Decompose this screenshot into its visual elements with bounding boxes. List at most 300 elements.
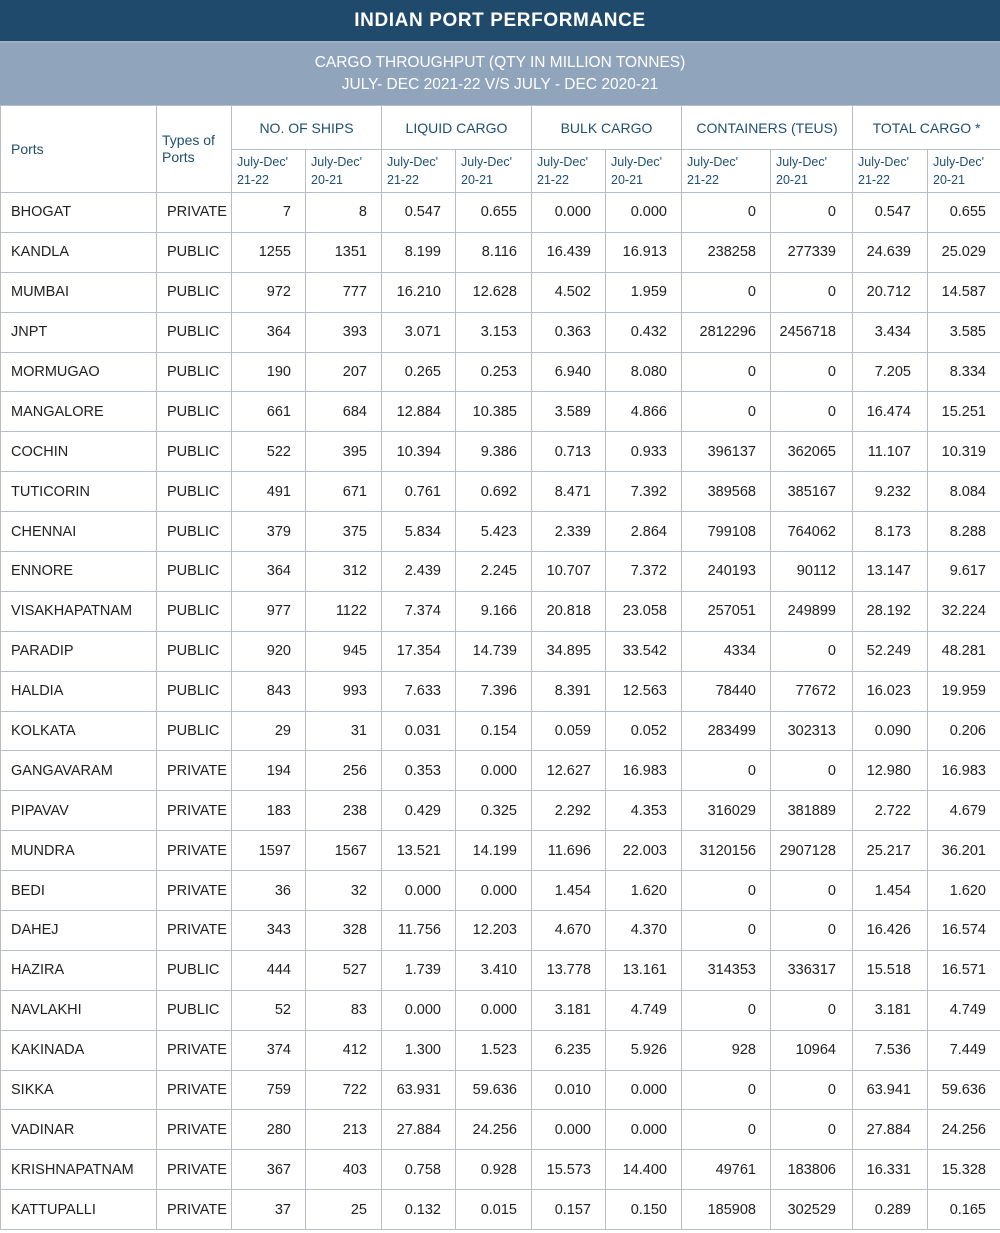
total-current-cell: 0.090 [853,711,928,751]
bulk-current-cell: 12.627 [532,751,606,791]
containers-current-cell: 49761 [682,1150,771,1190]
total-current-cell: 20.712 [853,272,928,312]
total-previous-cell: 36.201 [928,831,1000,871]
report-title: INDIAN PORT PERFORMANCE [0,0,1000,43]
containers-current-cell: 389568 [682,472,771,512]
ships-previous-cell: 684 [306,392,382,432]
bulk-current-cell: 2.339 [532,512,606,552]
liquid-previous-cell: 0.325 [456,791,532,831]
port-name-cell: MUNDRA [1,831,157,871]
ships-previous-cell: 83 [306,990,382,1030]
liquid-previous-cell: 3.153 [456,312,532,352]
ships-current-cell: 29 [232,711,306,751]
total-current-cell: 7.205 [853,352,928,392]
ships-current-cell: 379 [232,512,306,552]
port-type-cell: PUBLIC [157,711,232,751]
total-previous-cell: 59.636 [928,1070,1000,1110]
bulk-previous-cell: 0.150 [606,1190,682,1230]
bulk-current-cell: 13.778 [532,950,606,990]
ships-current-cell: 977 [232,591,306,631]
bulk-current-cell: 20.818 [532,591,606,631]
port-name-cell: ENNORE [1,552,157,592]
port-name-cell: BEDI [1,871,157,911]
port-type-cell: PUBLIC [157,512,232,552]
containers-current-cell: 0 [682,1070,771,1110]
period-header-current: July-Dec' 21-22 [532,150,606,193]
liquid-previous-cell: 2.245 [456,552,532,592]
port-type-cell: PRIVATE [157,751,232,791]
total-current-cell: 28.192 [853,591,928,631]
containers-current-cell: 0 [682,193,771,233]
containers-previous-cell: 302529 [771,1190,853,1230]
table-row [1,232,1000,272]
containers-current-cell: 0 [682,1110,771,1150]
bulk-previous-cell: 23.058 [606,591,682,631]
bulk-current-cell: 0.000 [532,1110,606,1150]
bulk-current-cell: 8.391 [532,671,606,711]
table-row [1,631,1000,671]
port-name-cell: KANDLA [1,232,157,272]
bulk-previous-cell: 0.000 [606,193,682,233]
liquid-previous-cell: 8.116 [456,232,532,272]
containers-current-cell: 396137 [682,432,771,472]
ships-current-cell: 444 [232,950,306,990]
total-current-cell: 2.722 [853,791,928,831]
liquid-current-cell: 10.394 [382,432,456,472]
port-type-cell: PRIVATE [157,1030,232,1070]
table-row [1,193,1000,233]
port-name-cell: VADINAR [1,1110,157,1150]
table-row [1,751,1000,791]
bulk-previous-cell: 8.080 [606,352,682,392]
port-type-cell: PUBLIC [157,631,232,671]
containers-current-cell: 0 [682,990,771,1030]
period-header-current: July-Dec' 21-22 [682,150,771,193]
liquid-current-cell: 1.739 [382,950,456,990]
table-row [1,1030,1000,1070]
containers-current-cell: 799108 [682,512,771,552]
total-current-cell: 24.639 [853,232,928,272]
total-current-cell: 16.426 [853,911,928,951]
bulk-previous-cell: 5.926 [606,1030,682,1070]
liquid-current-cell: 17.354 [382,631,456,671]
port-type-cell: PRIVATE [157,871,232,911]
liquid-current-cell: 0.429 [382,791,456,831]
liquid-previous-cell: 0.154 [456,711,532,751]
bulk-previous-cell: 0.000 [606,1110,682,1150]
bulk-current-cell: 8.471 [532,472,606,512]
total-previous-cell: 16.983 [928,751,1000,791]
port-name-cell: KAKINADA [1,1030,157,1070]
ships-current-cell: 280 [232,1110,306,1150]
ships-previous-cell: 8 [306,193,382,233]
header-ports: Ports [1,106,157,193]
total-previous-cell: 16.571 [928,950,1000,990]
containers-previous-cell: 0 [771,272,853,312]
total-current-cell: 0.547 [853,193,928,233]
ships-previous-cell: 777 [306,272,382,312]
ships-previous-cell: 213 [306,1110,382,1150]
ships-current-cell: 491 [232,472,306,512]
containers-current-cell: 0 [682,911,771,951]
port-type-cell: PUBLIC [157,232,232,272]
containers-previous-cell: 77672 [771,671,853,711]
port-type-cell: PUBLIC [157,990,232,1030]
port-type-cell: PUBLIC [157,352,232,392]
containers-current-cell: 0 [682,871,771,911]
containers-previous-cell: 0 [771,631,853,671]
containers-previous-cell: 0 [771,1070,853,1110]
table-row [1,352,1000,392]
ships-previous-cell: 256 [306,751,382,791]
liquid-previous-cell: 1.523 [456,1030,532,1070]
bulk-previous-cell: 16.913 [606,232,682,272]
period-header-previous: July-Dec' 20-21 [928,150,1000,193]
ships-previous-cell: 395 [306,432,382,472]
table-row [1,990,1000,1030]
bulk-previous-cell: 22.003 [606,831,682,871]
table-row [1,711,1000,751]
period-header-current: July-Dec' 21-22 [853,150,928,193]
ships-current-cell: 972 [232,272,306,312]
ships-previous-cell: 393 [306,312,382,352]
port-name-cell: KATTUPALLI [1,1190,157,1230]
port-name-cell: HALDIA [1,671,157,711]
ships-previous-cell: 945 [306,631,382,671]
port-name-cell: GANGAVARAM [1,751,157,791]
table-row [1,1070,1000,1110]
total-current-cell: 16.023 [853,671,928,711]
port-type-cell: PUBLIC [157,272,232,312]
total-current-cell: 3.181 [853,990,928,1030]
containers-previous-cell: 0 [771,911,853,951]
port-type-cell: PUBLIC [157,392,232,432]
port-name-cell: JNPT [1,312,157,352]
period-header-previous: July-Dec' 20-21 [306,150,382,193]
port-type-cell: PUBLIC [157,472,232,512]
port-name-cell: VISAKHAPATNAM [1,591,157,631]
bulk-previous-cell: 0.432 [606,312,682,352]
bulk-previous-cell: 0.052 [606,711,682,751]
bulk-current-cell: 6.235 [532,1030,606,1070]
ships-current-cell: 661 [232,392,306,432]
bulk-previous-cell: 4.353 [606,791,682,831]
liquid-current-cell: 0.758 [382,1150,456,1190]
containers-current-cell: 928 [682,1030,771,1070]
containers-previous-cell: 385167 [771,472,853,512]
ships-current-cell: 843 [232,671,306,711]
containers-current-cell: 240193 [682,552,771,592]
total-previous-cell: 8.334 [928,352,1000,392]
bulk-current-cell: 15.573 [532,1150,606,1190]
liquid-previous-cell: 14.739 [456,631,532,671]
total-current-cell: 63.941 [853,1070,928,1110]
containers-previous-cell: 0 [771,990,853,1030]
total-current-cell: 3.434 [853,312,928,352]
period-header-previous: July-Dec' 20-21 [456,150,532,193]
total-current-cell: 1.454 [853,871,928,911]
liquid-current-cell: 27.884 [382,1110,456,1150]
total-previous-cell: 10.319 [928,432,1000,472]
liquid-previous-cell: 9.166 [456,591,532,631]
ships-current-cell: 190 [232,352,306,392]
port-name-cell: NAVLAKHI [1,990,157,1030]
bulk-current-cell: 4.502 [532,272,606,312]
ships-previous-cell: 412 [306,1030,382,1070]
containers-current-cell: 185908 [682,1190,771,1230]
liquid-previous-cell: 0.015 [456,1190,532,1230]
port-name-cell: PIPAVAV [1,791,157,831]
port-name-cell: MUMBAI [1,272,157,312]
subtitle-line-1: CARGO THROUGHPUT (QTY IN MILLION TONNES) [314,54,686,71]
total-current-cell: 0.289 [853,1190,928,1230]
containers-previous-cell: 336317 [771,950,853,990]
table-row [1,432,1000,472]
total-previous-cell: 9.617 [928,552,1000,592]
bulk-current-cell: 0.363 [532,312,606,352]
bulk-current-cell: 1.454 [532,871,606,911]
ships-current-cell: 364 [232,312,306,352]
liquid-previous-cell: 3.410 [456,950,532,990]
bulk-current-cell: 10.707 [532,552,606,592]
containers-current-cell: 238258 [682,232,771,272]
containers-current-cell: 316029 [682,791,771,831]
bulk-previous-cell: 0.933 [606,432,682,472]
bulk-previous-cell: 4.749 [606,990,682,1030]
bulk-current-cell: 0.059 [532,711,606,751]
containers-current-cell: 4334 [682,631,771,671]
port-name-cell: TUTICORIN [1,472,157,512]
port-type-cell: PRIVATE [157,1150,232,1190]
port-type-cell: PRIVATE [157,1190,232,1230]
total-previous-cell: 3.585 [928,312,1000,352]
liquid-current-cell: 0.000 [382,990,456,1030]
liquid-previous-cell: 24.256 [456,1110,532,1150]
port-type-cell: PRIVATE [157,791,232,831]
total-current-cell: 12.980 [853,751,928,791]
total-previous-cell: 15.251 [928,392,1000,432]
port-name-cell: DAHEJ [1,911,157,951]
report-subtitle [0,43,1000,105]
ships-current-cell: 194 [232,751,306,791]
header-types-of-ports: Types of Ports [157,106,232,193]
liquid-current-cell: 7.633 [382,671,456,711]
liquid-previous-cell: 0.000 [456,990,532,1030]
table-row [1,392,1000,432]
ships-current-cell: 920 [232,631,306,671]
ships-current-cell: 343 [232,911,306,951]
total-previous-cell: 25.029 [928,232,1000,272]
port-name-cell: MANGALORE [1,392,157,432]
port-name-cell: PARADIP [1,631,157,671]
ships-previous-cell: 25 [306,1190,382,1230]
ships-current-cell: 1255 [232,232,306,272]
containers-current-cell: 3120156 [682,831,771,871]
liquid-current-cell: 16.210 [382,272,456,312]
liquid-previous-cell: 9.386 [456,432,532,472]
port-name-cell: HAZIRA [1,950,157,990]
bulk-current-cell: 6.940 [532,352,606,392]
ships-current-cell: 367 [232,1150,306,1190]
bulk-previous-cell: 7.392 [606,472,682,512]
total-current-cell: 52.249 [853,631,928,671]
bulk-previous-cell: 14.400 [606,1150,682,1190]
ships-previous-cell: 403 [306,1150,382,1190]
total-previous-cell: 0.206 [928,711,1000,751]
liquid-previous-cell: 0.000 [456,871,532,911]
table-row [1,312,1000,352]
ships-current-cell: 37 [232,1190,306,1230]
header-bulk-cargo: BULK CARGO [532,106,682,150]
bulk-current-cell: 3.181 [532,990,606,1030]
port-performance-table [0,105,1000,1230]
table-row [1,1150,1000,1190]
total-previous-cell: 19.959 [928,671,1000,711]
port-type-cell: PUBLIC [157,552,232,592]
containers-previous-cell: 0 [771,871,853,911]
liquid-current-cell: 8.199 [382,232,456,272]
port-name-cell: CHENNAI [1,512,157,552]
bulk-current-cell: 16.439 [532,232,606,272]
total-previous-cell: 1.620 [928,871,1000,911]
liquid-previous-cell: 10.385 [456,392,532,432]
total-previous-cell: 8.084 [928,472,1000,512]
total-previous-cell: 8.288 [928,512,1000,552]
containers-previous-cell: 2907128 [771,831,853,871]
liquid-current-cell: 0.547 [382,193,456,233]
total-previous-cell: 16.574 [928,911,1000,951]
bulk-current-cell: 0.157 [532,1190,606,1230]
liquid-previous-cell: 0.928 [456,1150,532,1190]
port-name-cell: MORMUGAO [1,352,157,392]
containers-current-cell: 78440 [682,671,771,711]
table-row [1,552,1000,592]
liquid-previous-cell: 12.628 [456,272,532,312]
containers-previous-cell: 764062 [771,512,853,552]
total-current-cell: 16.474 [853,392,928,432]
liquid-current-cell: 12.884 [382,392,456,432]
ships-previous-cell: 207 [306,352,382,392]
bulk-previous-cell: 4.370 [606,911,682,951]
table-row [1,950,1000,990]
header-total-cargo: TOTAL CARGO * [853,106,1000,150]
liquid-previous-cell: 0.253 [456,352,532,392]
containers-previous-cell: 277339 [771,232,853,272]
containers-previous-cell: 183806 [771,1150,853,1190]
liquid-previous-cell: 12.203 [456,911,532,951]
ships-previous-cell: 32 [306,871,382,911]
bulk-previous-cell: 4.866 [606,392,682,432]
ships-previous-cell: 993 [306,671,382,711]
port-type-cell: PUBLIC [157,591,232,631]
total-previous-cell: 32.224 [928,591,1000,631]
containers-previous-cell: 90112 [771,552,853,592]
total-previous-cell: 4.749 [928,990,1000,1030]
table-row [1,671,1000,711]
period-header-previous: July-Dec' 20-21 [606,150,682,193]
containers-previous-cell: 362065 [771,432,853,472]
bulk-current-cell: 3.589 [532,392,606,432]
bulk-previous-cell: 33.542 [606,631,682,671]
ships-current-cell: 759 [232,1070,306,1110]
header-liquid-cargo: LIQUID CARGO [382,106,532,150]
containers-current-cell: 0 [682,751,771,791]
containers-current-cell: 283499 [682,711,771,751]
containers-current-cell: 2812296 [682,312,771,352]
table-row [1,911,1000,951]
ships-current-cell: 364 [232,552,306,592]
total-previous-cell: 24.256 [928,1110,1000,1150]
port-name-cell: COCHIN [1,432,157,472]
total-current-cell: 11.107 [853,432,928,472]
table-body [1,193,1000,1230]
table-row [1,791,1000,831]
containers-previous-cell: 0 [771,392,853,432]
containers-previous-cell: 2456718 [771,312,853,352]
liquid-previous-cell: 14.199 [456,831,532,871]
total-current-cell: 13.147 [853,552,928,592]
bulk-current-cell: 11.696 [532,831,606,871]
table-header [1,106,1000,193]
bulk-previous-cell: 2.864 [606,512,682,552]
liquid-current-cell: 0.000 [382,871,456,911]
bulk-previous-cell: 12.563 [606,671,682,711]
containers-previous-cell: 10964 [771,1030,853,1070]
bulk-current-cell: 0.010 [532,1070,606,1110]
header-no-of-ships: NO. OF SHIPS [232,106,382,150]
port-type-cell: PRIVATE [157,1110,232,1150]
table-row [1,871,1000,911]
total-current-cell: 8.173 [853,512,928,552]
header-containers: CONTAINERS (TEUS) [682,106,853,150]
liquid-current-cell: 0.265 [382,352,456,392]
containers-previous-cell: 0 [771,1110,853,1150]
total-previous-cell: 7.449 [928,1030,1000,1070]
ships-current-cell: 183 [232,791,306,831]
table-row [1,472,1000,512]
ships-current-cell: 1597 [232,831,306,871]
period-header-current: July-Dec' 21-22 [232,150,306,193]
total-current-cell: 16.331 [853,1150,928,1190]
containers-current-cell: 0 [682,352,771,392]
ships-current-cell: 522 [232,432,306,472]
total-current-cell: 15.518 [853,950,928,990]
liquid-current-cell: 0.031 [382,711,456,751]
liquid-current-cell: 11.756 [382,911,456,951]
ships-previous-cell: 31 [306,711,382,751]
ships-previous-cell: 375 [306,512,382,552]
containers-previous-cell: 302313 [771,711,853,751]
total-previous-cell: 14.587 [928,272,1000,312]
period-header-current: July-Dec' 21-22 [382,150,456,193]
ships-previous-cell: 527 [306,950,382,990]
bulk-previous-cell: 16.983 [606,751,682,791]
bulk-previous-cell: 1.959 [606,272,682,312]
liquid-previous-cell: 59.636 [456,1070,532,1110]
liquid-current-cell: 5.834 [382,512,456,552]
port-name-cell: KRISHNAPATNAM [1,1150,157,1190]
total-current-cell: 9.232 [853,472,928,512]
liquid-current-cell: 1.300 [382,1030,456,1070]
table-row [1,1110,1000,1150]
ships-previous-cell: 1122 [306,591,382,631]
port-name-cell: BHOGAT [1,193,157,233]
ships-current-cell: 7 [232,193,306,233]
containers-previous-cell: 249899 [771,591,853,631]
liquid-current-cell: 0.132 [382,1190,456,1230]
containers-current-cell: 257051 [682,591,771,631]
containers-current-cell: 0 [682,392,771,432]
